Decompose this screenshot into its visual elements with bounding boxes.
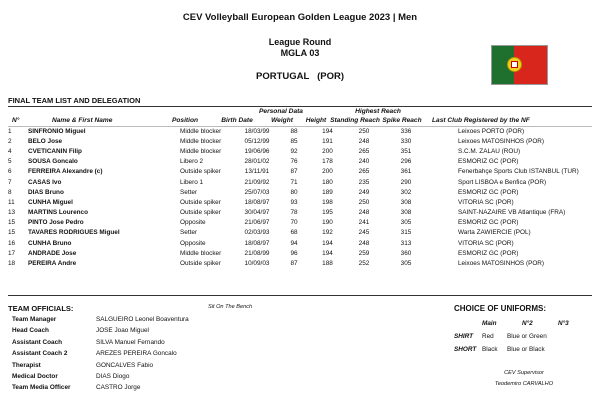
player-position: Outside spiker bbox=[180, 209, 221, 217]
shirt-main-value: Red bbox=[482, 333, 494, 340]
player-spike-reach: 313 bbox=[400, 239, 412, 247]
player-height: 195 bbox=[322, 209, 333, 217]
table-row bbox=[8, 248, 592, 258]
player-position: Outside spiker bbox=[180, 198, 221, 206]
col-header-height: Height bbox=[305, 117, 327, 124]
shirt-label: SHIRT bbox=[454, 333, 474, 340]
player-spike-reach: 315 bbox=[400, 229, 412, 237]
player-name: CVETICANIN Filip bbox=[28, 147, 82, 155]
table-row bbox=[8, 146, 592, 156]
round-label: League Round bbox=[268, 37, 332, 47]
player-weight: 92 bbox=[290, 147, 298, 155]
player-weight: 71 bbox=[290, 178, 298, 186]
table-row bbox=[8, 208, 592, 218]
player-standing-reach: 248 bbox=[358, 137, 370, 145]
table-row bbox=[8, 136, 592, 146]
player-number: 2 bbox=[8, 137, 12, 145]
player-number: 18 bbox=[8, 260, 16, 268]
player-height: 192 bbox=[322, 229, 333, 237]
player-position: Setter bbox=[180, 229, 198, 237]
player-height: 200 bbox=[322, 168, 333, 176]
player-position: Setter bbox=[180, 188, 198, 196]
player-height: 194 bbox=[322, 239, 333, 247]
player-birth-date: 18/03/99 bbox=[244, 127, 270, 135]
player-birth-date: 21/09/92 bbox=[244, 178, 270, 186]
player-height: 194 bbox=[322, 249, 333, 257]
col-header-position: Position bbox=[172, 117, 199, 124]
player-spike-reach: 296 bbox=[400, 158, 412, 166]
player-standing-reach: 248 bbox=[358, 239, 370, 247]
player-last-club: Leixoes MATOSINHOS (POR) bbox=[458, 260, 545, 268]
player-standing-reach: 245 bbox=[358, 229, 370, 237]
player-spike-reach: 305 bbox=[400, 260, 412, 268]
player-weight: 87 bbox=[290, 168, 298, 176]
player-weight: 70 bbox=[290, 219, 298, 227]
player-weight: 80 bbox=[290, 188, 298, 196]
player-standing-reach: 265 bbox=[358, 147, 370, 155]
official-name: DIAS Diogo bbox=[96, 373, 130, 380]
player-name: BELO Jose bbox=[28, 137, 63, 145]
sit-on-bench-note: Sit On The Bench bbox=[208, 304, 253, 310]
player-weight: 88 bbox=[290, 127, 298, 135]
player-spike-reach: 308 bbox=[400, 198, 412, 206]
player-position: Libero 1 bbox=[180, 178, 204, 186]
player-number: 15 bbox=[8, 229, 16, 237]
table-row bbox=[8, 167, 592, 177]
player-last-club: Warta ZAWIERCIE (POL) bbox=[458, 229, 531, 237]
player-last-club: VITORIA SC (POR) bbox=[458, 239, 514, 247]
uniforms-title: CHOICE OF UNIFORMS: bbox=[454, 304, 546, 313]
official-role: Therapist bbox=[12, 361, 41, 369]
player-last-club: S.C.M. ZALAU (ROU) bbox=[458, 147, 521, 155]
player-name: CUNHA Miguel bbox=[28, 198, 73, 206]
player-last-club: SAINT-NAZAIRE VB Atlantique (FRA) bbox=[458, 209, 566, 217]
officials-divider bbox=[8, 295, 592, 296]
short-2-value: Blue or Black bbox=[507, 346, 545, 353]
player-position: Outside spiker bbox=[180, 168, 221, 176]
player-spike-reach: 290 bbox=[400, 178, 412, 186]
short-main-value: Black bbox=[482, 346, 498, 353]
official-role: Team Media Officer bbox=[12, 384, 71, 392]
player-birth-date: 21/08/99 bbox=[244, 249, 270, 257]
player-name: FERREIRA Alexandre (c) bbox=[28, 168, 103, 176]
player-number: 7 bbox=[8, 178, 12, 186]
table-row bbox=[8, 228, 592, 238]
personal-data-group-header: Personal Data bbox=[259, 108, 303, 115]
official-name: SILVA Manuel Fernando bbox=[96, 338, 165, 346]
section-title: FINAL TEAM LIST AND DELEGATION bbox=[8, 96, 141, 105]
col-header-name: Name & First Name bbox=[52, 117, 113, 124]
player-birth-date: 28/01/02 bbox=[244, 158, 270, 166]
player-name: SOUSA Goncalo bbox=[28, 158, 78, 166]
player-number: 4 bbox=[8, 147, 12, 155]
player-last-club: ESMORIZ GC (POR) bbox=[458, 219, 519, 227]
player-birth-date: 19/06/96 bbox=[244, 147, 270, 155]
cev-supervisor-name: Teodemiro CARVALHO bbox=[494, 381, 554, 387]
table-row bbox=[8, 177, 592, 187]
player-weight: 87 bbox=[290, 260, 298, 268]
table-row bbox=[8, 238, 592, 248]
player-number: 8 bbox=[8, 188, 12, 196]
player-standing-reach: 250 bbox=[358, 198, 370, 206]
player-height: 189 bbox=[322, 188, 333, 196]
player-position: Outside spiker bbox=[180, 260, 221, 268]
player-name: MARTINS Lourenco bbox=[28, 209, 88, 217]
uniform-col-main: Main bbox=[482, 320, 497, 327]
player-position: Opposite bbox=[180, 219, 206, 227]
player-weight: 94 bbox=[290, 239, 298, 247]
player-weight: 93 bbox=[290, 198, 298, 206]
official-role: Head Coach bbox=[12, 327, 49, 335]
player-number: 5 bbox=[8, 158, 12, 166]
player-last-club: Leixoes MATOSINHOS (POR) bbox=[458, 137, 545, 145]
player-birth-date: 18/08/97 bbox=[244, 239, 270, 247]
player-weight: 85 bbox=[290, 137, 298, 145]
official-name: SALGUEIRO Leonel Boaventura bbox=[96, 316, 189, 323]
shirt-2-value: Blue or Green bbox=[507, 333, 547, 340]
official-role: Assistant Coach 2 bbox=[12, 350, 68, 358]
portugal-flag-icon bbox=[491, 45, 548, 85]
player-number: 11 bbox=[8, 198, 15, 206]
roster-table bbox=[8, 126, 592, 269]
player-name: CASAS Ivo bbox=[28, 178, 62, 186]
table-row bbox=[8, 187, 592, 197]
uniform-col-3: N°3 bbox=[558, 320, 569, 327]
cev-supervisor-label: CEV Supervisor bbox=[504, 370, 544, 376]
official-name: GONCALVES Fabio bbox=[96, 361, 154, 369]
uniform-col-2: N°2 bbox=[522, 320, 533, 327]
player-spike-reach: 336 bbox=[400, 127, 412, 135]
player-birth-date: 25/07/03 bbox=[244, 188, 270, 196]
player-last-club: Fenerbahçe Sports Club ISTANBUL (TUR) bbox=[458, 168, 579, 176]
player-name: ANDRADE Jose bbox=[28, 249, 77, 257]
player-spike-reach: 361 bbox=[400, 168, 412, 176]
player-height: 191 bbox=[322, 137, 333, 145]
player-last-club: ESMORIZ GC (POR) bbox=[458, 158, 519, 166]
player-name: DIAS Bruno bbox=[28, 188, 64, 196]
player-number: 17 bbox=[8, 249, 16, 257]
player-last-club: ESMORIZ GC (POR) bbox=[458, 188, 519, 196]
player-name: CUNHA Bruno bbox=[28, 239, 72, 247]
player-weight: 68 bbox=[290, 229, 298, 237]
col-header-spike-reach: Spike Reach bbox=[382, 117, 422, 124]
player-height: 200 bbox=[322, 147, 333, 155]
official-role: Team Manager bbox=[12, 316, 57, 323]
player-last-club: Leixoes PORTO (POR) bbox=[458, 127, 525, 135]
col-header-last-club: Last Club Registered by the NF bbox=[432, 117, 530, 124]
player-spike-reach: 330 bbox=[400, 137, 412, 145]
player-standing-reach: 249 bbox=[358, 188, 370, 196]
player-spike-reach: 308 bbox=[400, 209, 412, 217]
officials-title: TEAM OFFICIALS: bbox=[8, 304, 74, 313]
player-standing-reach: 248 bbox=[358, 209, 370, 217]
player-position: Libero 2 bbox=[180, 158, 204, 166]
player-weight: 96 bbox=[290, 249, 298, 257]
player-weight: 78 bbox=[290, 209, 298, 217]
player-height: 188 bbox=[322, 260, 333, 268]
player-birth-date: 13/11/91 bbox=[244, 168, 270, 176]
official-name: CASTRO Jorge bbox=[96, 384, 141, 392]
table-row bbox=[8, 258, 592, 268]
player-position: Opposite bbox=[180, 239, 206, 247]
player-last-club: ESMORIZ GC (POR) bbox=[458, 249, 519, 257]
player-standing-reach: 241 bbox=[358, 219, 370, 227]
document-title: CEV Volleyball European Golden League 2023 | Men bbox=[182, 12, 418, 23]
player-position: Middle blocker bbox=[180, 147, 222, 155]
table-row bbox=[8, 197, 592, 207]
table-row bbox=[8, 218, 592, 228]
col-header-birth-date: Birth Date bbox=[221, 117, 253, 124]
col-header-standing-reach: Standing Reach bbox=[330, 117, 380, 124]
player-standing-reach: 252 bbox=[358, 260, 370, 268]
player-name: PEREIRA Andre bbox=[28, 260, 77, 268]
player-birth-date: 18/08/97 bbox=[244, 198, 270, 206]
player-standing-reach: 265 bbox=[358, 168, 370, 176]
table-row bbox=[8, 126, 592, 136]
player-position: Middle blocker bbox=[180, 137, 222, 145]
player-standing-reach: 240 bbox=[358, 158, 370, 166]
official-role: Assistant Coach bbox=[12, 338, 63, 346]
player-position: Middle blocker bbox=[180, 249, 222, 257]
player-last-club: Sport LISBOA e Benfica (POR) bbox=[458, 178, 547, 186]
player-spike-reach: 360 bbox=[400, 249, 412, 257]
player-weight: 76 bbox=[290, 158, 298, 166]
player-number: 6 bbox=[8, 168, 12, 176]
short-label: SHORT bbox=[454, 346, 477, 353]
col-header-weight: Weight bbox=[271, 117, 293, 124]
player-height: 190 bbox=[322, 219, 333, 227]
player-name: PINTO Jose Pedro bbox=[28, 219, 84, 227]
section-divider bbox=[8, 106, 592, 107]
col-header-number: N° bbox=[12, 117, 20, 124]
team-country: PORTUGAL (POR) bbox=[256, 71, 344, 82]
player-name: SINFRONIO Miguel bbox=[28, 127, 86, 135]
player-number: 1 bbox=[8, 127, 12, 135]
player-position: Middle blocker bbox=[180, 127, 222, 135]
player-height: 194 bbox=[322, 127, 333, 135]
player-birth-date: 02/03/93 bbox=[244, 229, 270, 237]
table-row bbox=[8, 157, 592, 167]
official-name: JOSE Joao Miguel bbox=[96, 327, 149, 335]
player-spike-reach: 302 bbox=[400, 188, 412, 196]
player-spike-reach: 305 bbox=[400, 219, 412, 227]
player-number: 15 bbox=[8, 219, 16, 227]
player-standing-reach: 235 bbox=[358, 178, 370, 186]
match-code: MGLA 03 bbox=[280, 48, 320, 58]
player-spike-reach: 351 bbox=[400, 147, 412, 155]
player-last-club: VITORIA SC (POR) bbox=[458, 198, 514, 206]
player-name: TAVARES RODRIGUES Miguel bbox=[28, 229, 120, 237]
player-birth-date: 30/04/97 bbox=[244, 209, 270, 217]
official-role: Medical Doctor bbox=[12, 373, 58, 380]
highest-reach-group-header: Highest Reach bbox=[355, 108, 401, 115]
player-birth-date: 05/12/99 bbox=[244, 137, 270, 145]
player-birth-date: 10/09/03 bbox=[244, 260, 270, 268]
player-number: 16 bbox=[8, 239, 16, 247]
player-birth-date: 21/06/97 bbox=[244, 219, 270, 227]
official-name: AREZES PEREIRA Goncalo bbox=[96, 350, 177, 358]
player-height: 198 bbox=[322, 198, 333, 206]
player-standing-reach: 250 bbox=[358, 127, 370, 135]
player-height: 180 bbox=[322, 178, 333, 186]
player-number: 13 bbox=[8, 209, 16, 217]
player-height: 178 bbox=[322, 158, 333, 166]
player-standing-reach: 259 bbox=[358, 249, 370, 257]
